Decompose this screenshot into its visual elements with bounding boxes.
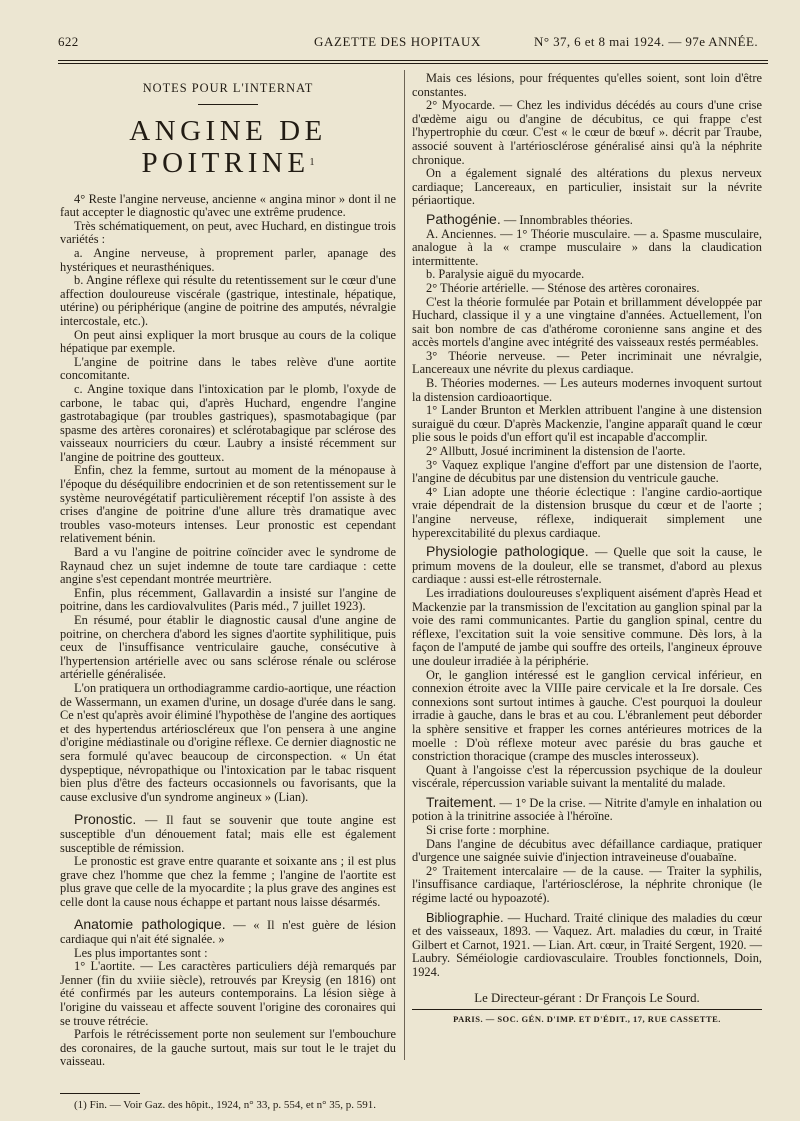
paragraph: c. Angine toxique dans l'intoxication par le plomb, l'oxyde de carbone, le tabac qui, d'après Huchard, engendre l'angine gastrotabagique (par troubles gastriques), spasmotabagique (par spasme des artères coronaires) et sclérotabagique par sclérose des vaisseaux nourriciers du cœur. Laubry a insisté récemment sur l'angine de poitrine des goutteux. <box>60 381 396 464</box>
right-column <box>412 72 762 1027</box>
paragraph: Enfin, chez la femme, surtout au moment de la ménopause à l'époque du déséquilibre endocrinien et de son retentissement sur le système neurovégétatif particulièrement réceptif l'on assiste à des crises d'angine de poitrine d'une allure très dramatique avec troubles vaso-moteurs intenses. Leur pronostic est cependant relativement bénin. <box>60 463 396 546</box>
footnote: (1) Fin. — Voir Gaz. des hôpit., 1924, n° 33, p. 554, et n° 35, p. 591. <box>74 1099 377 1111</box>
anatomie-heading: Anatomie pathologique. <box>74 916 226 933</box>
paragraph: a. Angine nerveuse, à proprement parler, apanage des hystériques et neurasthéniques. <box>60 245 396 274</box>
paragraph: 1° L'aortite. — Les caractères particuliers déjà remarqués par Jenner (fin du xviiie siècle), retrouvés par Kreysig (en 1816) ont été confirmés par les auteurs contemporains. La lésion siège à l'origine du vaisseau et affecte souvent l'origine des coronaires qui se trouve rétrécie. <box>60 959 396 1028</box>
issue-info: N° 37, 6 et 8 mai 1924. — 97e ANNÉE. <box>534 34 758 49</box>
paragraph: A. Anciennes. — 1° Théorie musculaire. — a. Spasme musculaire, analogue à la « crampe musculaire » dans la claudication intermittente. <box>412 226 762 268</box>
physio-paragraph <box>412 545 762 587</box>
paragraph: 4° Lian adopte une théorie éclectique : l'angine cardio-aortique vraie dépendrait de la distension brusque du cœur et de l'aorte ; l'angine nerveuse, réflexe, indiquerait simplement une hyperexcitabilité du plexus cardiaque. <box>412 484 762 540</box>
director-signature: Le Directeur-gérant : Dr François Le Sourd. <box>474 990 700 1005</box>
physio-text: — Quelle que soit la cause, le primum movens de la douleur, elle se transmet, d'abord au plexus cardiaque : aussi est-elle rétrosternale. <box>412 545 762 587</box>
paragraph: 2° Traitement intercalaire — de la cause. — Traiter la syphilis, l'insuffisance cardiaque, l'artériosclérose, la néphrite chronique (le régime lacté ou hypoazoté). <box>412 863 762 906</box>
paragraph: Les plus importantes sont : <box>74 945 208 960</box>
paragraph: Or, le ganglion intéressé est le ganglion cervical inférieur, en connexion étroite avec la VIIIe paire cervicale et la Ire dorsale. Ces connexions sont surtout intimes à gauche. C'est pourquoi la douleur irradie à gauche, dans le bras et au cou. L'ébranlement peut déborder la sphère sensitive et frapper les cornes antérieures motrices de la moelle : D'où réflexe moteur avec parésie du bras gauche et constriction thoracique (crampe des muscles interosseux). <box>412 667 762 764</box>
signature-rule <box>412 1009 762 1010</box>
paragraph: 2° Myocarde. — Chez les individus décédés au cours d'une crise d'œdème aigu ou d'angine de décubitus, ce qui frappe c'est l'hypertrophie du cœur. C'est « le cœur de bœuf ». décrit par Traube, associé souvent à l'artériosclérose généralisé ainsi qu'à la néphrite chronique. <box>412 98 762 167</box>
left-column <box>60 72 396 1112</box>
article-title <box>60 115 396 179</box>
biblio-text: — Huchard. Traité clinique des maladies du cœur et des vaisseaux, 1893. — Vaquez. Art. maladies du cœur, in Traité Gilbert et Carnot, 1921. — Lian. Art. cœur, in Traité Sergent, 1920. — Laubry. Séméiologie cardiovasculaire. Troubles fonctionnels, Doin, 1924. <box>412 910 762 979</box>
pathogenie-intro: — Innombrables théories. <box>503 212 633 227</box>
paragraph: 4° Reste l'angine nerveuse, ancienne « angina minor » dont il ne faut accepter le diagnostic qu'avec une extrême prudence. <box>60 191 396 220</box>
paragraph: B. Théories modernes. — Les auteurs modernes invoquent surtout la distension cardioaortique. <box>412 376 762 404</box>
physio-heading: Physiologie pathologique. <box>426 543 589 560</box>
pathogenie-paragraph <box>412 210 762 228</box>
article-title-text: ANGINE DE POITRINE <box>129 114 327 179</box>
page-number: 622 <box>58 34 79 49</box>
biblio-heading: Bibliographie. <box>426 909 504 925</box>
paragraph: En résumé, pour établir le diagnostic causal d'une angine de poitrine, on cherchera d'abord les signes d'aortite syphilitique, puis ceux de l'insuffisance ventriculaire gauche, consécutive à l'hypertension artérielle avec ou sans sclérose rénale ou sclérose artérielle généralisée. <box>60 613 396 682</box>
printer-imprint: PARIS. — SOC. GÉN. D'IMP. ET D'ÉDIT., 17, RUE CASSETTE. <box>453 1014 721 1025</box>
paragraph: Quant à l'angoisse c'est la répercussion psychique de la douleur viscérale, répercussion variable suivant la mentalité du malade. <box>412 762 762 791</box>
paragraph: 2° Théorie artérielle. — Sténose des artères coronaires. <box>426 280 700 295</box>
paragraph: On peut ainsi expliquer la mort brusque au cours de la colique hépatique par exemple. <box>60 327 396 356</box>
paragraph: b. Angine réflexe qui résulte du retentissement sur le cœur d'une affection douloureuse viscérale (gastrique, intestinale, hépatique, utérine) ou périphérique (angine de poitrine des amputés, névralgie intercostale, etc.). <box>60 273 396 328</box>
paragraph: Parfois le rétrécissement porte non seulement sur l'embouchure des coronaires, de la gauche surtout, mais sur tout le le trajet du vaisseau. <box>60 1027 396 1069</box>
paragraph: b. Paralysie aiguë du myocarde. <box>426 267 585 282</box>
anatomie-paragraph <box>60 918 396 946</box>
paragraph: Le pronostic est grave entre quarante et soixante ans ; il est plus grave chez l'homme que chez la femme ; l'angine de l'aortite est plus grave que celle de la myocardite ; la plus grave des angines est celle dont la cause nous échappe et partant nous laisse désarmés. <box>60 854 396 909</box>
journal-title: GAZETTE DES HOPITAUX <box>314 34 481 49</box>
traitement-paragraph <box>412 793 762 824</box>
column-divider <box>404 70 405 1060</box>
paragraph: C'est la théorie formulée par Potain et brillamment développée par Huchard, classique il y a une vingtaine d'années. Actuellement, l'on sait bon nombre de cas d'athérome coronienne sans angine et des accès mortels d'angine avec intégrité des vaisseaux restés perméables. <box>412 294 762 350</box>
header-rule-double <box>58 63 768 64</box>
section-title: NOTES POUR L'INTERNAT <box>142 81 314 95</box>
header-rule <box>58 60 768 61</box>
biblio-paragraph <box>412 911 762 980</box>
paragraph: Si crise forte : morphine. <box>426 823 550 838</box>
pronostic-paragraph <box>60 813 396 855</box>
paragraph: 3° Théorie nerveuse. — Peter incriminait une névralgie, Lancereaux une névrite du plexus cardiaque. <box>412 348 762 377</box>
running-header <box>58 34 758 54</box>
paragraph: 3° Vaquez explique l'angine d'effort par une distension de l'aorte, l'angine de décubitus par une distension du ventricule gauche. <box>412 457 762 486</box>
paragraph: L'angine de poitrine dans le tabes relève d'une aortite concomitante. <box>60 354 396 383</box>
title-rule <box>198 104 258 105</box>
paragraph: Bard a vu l'angine de poitrine coïncider avec le syndrome de Raynaud chez un sujet indemne de toute tare cardiaque : cette angine s'est cependant montrée meurtrière. <box>60 545 396 587</box>
paragraph: On a également signalé des altérations du plexus nerveux cardiaque; Lancereaux, en particulier, insistait sur la névrite périaortique. <box>412 166 762 208</box>
paragraph: Très schématiquement, on peut, avec Huchard, en distingue trois variétés : <box>60 218 396 247</box>
pronostic-heading: Pronostic. <box>74 811 137 828</box>
pronostic-text: — Il faut se souvenir que toute angine est susceptible d'un dénouement fatal; mais elle est également susceptible de rémission. <box>60 813 396 855</box>
traitement-text: — 1° De la crise. — Nitrite d'amyle en inhalation ou potion à la trinitrine associée à l'héroïne. <box>412 795 762 824</box>
paragraph: Enfin, plus récemment, Gallavardin a insisté sur l'angine de poitrine, dans les cardiovalvulites (Paris méd., 7 juillet 1923). <box>60 585 396 614</box>
paragraph: Mais ces lésions, pour fréquentes qu'elles soient, sont loin d'être constantes. <box>412 71 762 99</box>
paragraph: Dans l'angine de décubitus avec défaillance cardiaque, pratiquer d'urgence une saignée suivie d'injection intraveineuse d'ouabaïne. <box>412 836 762 865</box>
traitement-heading: Traitement. <box>426 793 497 810</box>
paragraph: Les irradiations douloureuses s'expliquent aisément d'après Head et Mackenzie par la transmission de l'excitation au ganglion spinal par la voie des rami communicantes. Partie du ganglion spinal, centre du réflexe, l'excitation suit la voie sensitive commune. Dès lors, à la façon de l'amputé de jambe qui souffre des orteils, l'angineux éprouve une douleur irradiée à la périphérie. <box>412 585 762 668</box>
paragraph: 1° Lander Brunton et Merklen attribuent l'angine à une distension suraiguë du cœur. D'après Mackenzie, l'angine apparaît quand le cœur plie sous le poids d'un effort qu'il est incapable d'accomplir. <box>412 403 762 445</box>
anatomie-text: — « Il n'est guère de lésion cardiaque qui n'ait été signalée. » <box>60 918 396 947</box>
paragraph: L'on pratiquera un orthodiagramme cardio-aortique, une réaction de Wassermann, un examen d'urine, un dosage d'urée dans le sang. Ce n'est qu'après avoir éliminé l'hypothèse de l'angine des aortiques et des hypertendus artérioscléreux que l'on pensera à une angine d'origine médiastinale ou d'origine réflexe. Ce dernier diagnostic ne sera formulé qu'avec beaucoup de circonspection. « Un état dyspeptique, névropathique ou l'intoxication par le tabac risquent bien plus d'être des facteurs occasionnels ou favorisants, que la cause exclusive d'un syndrome angineux » (Lian). <box>60 680 396 804</box>
footnote-rule <box>60 1093 140 1094</box>
pathogenie-heading: Pathogénie. <box>426 210 501 227</box>
title-footnote-mark: 1 <box>309 156 315 168</box>
paragraph: 2° Allbutt, Josué incriminent la distension de l'aorte. <box>426 444 686 459</box>
